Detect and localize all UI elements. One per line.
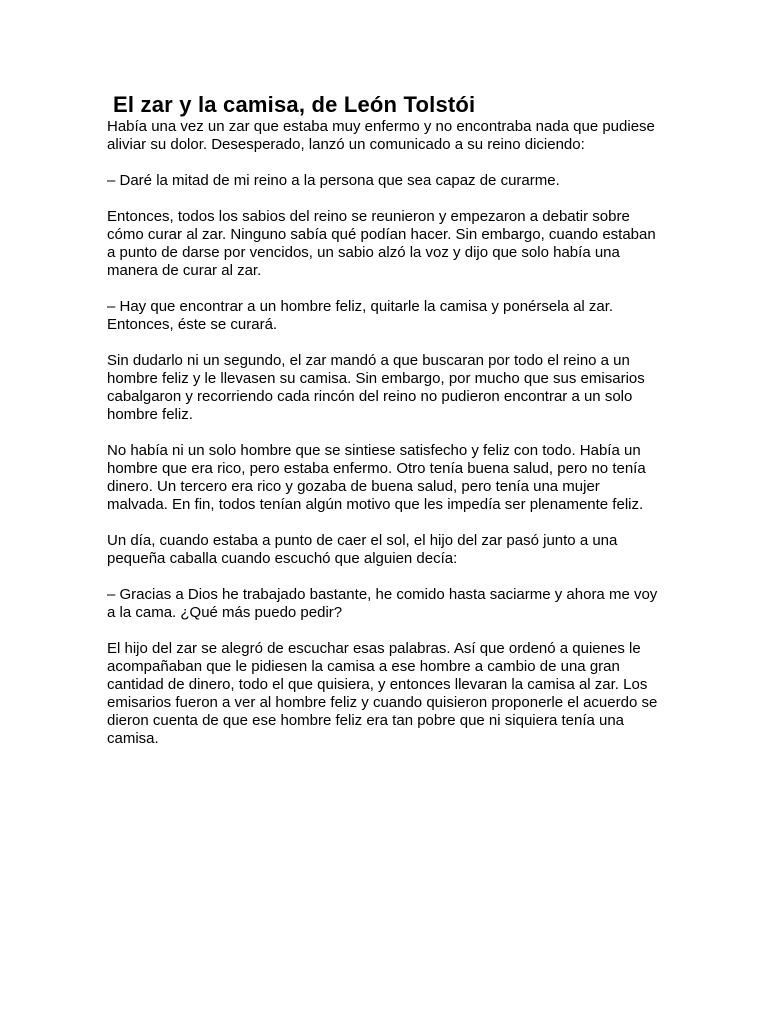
document-title: El zar y la camisa, de León Tolstói — [113, 92, 476, 117]
paragraph-3: Entonces, todos los sabios del reino se reunieron y empezaron a debatir sobre cómo curar al zar. Ninguno sabía qué podían hacer. Sin embargo, cuando estaban a punto de darse por vencidos, un sabio alzó la voz y dijo que solo había una manera de curar al zar. — [107, 208, 656, 279]
paragraph-8: – Gracias a Dios he trabajado bastante, he comido hasta saciarme y ahora me voy a la cama. ¿Qué más puedo pedir? — [107, 586, 658, 621]
paragraph-4: – Hay que encontrar a un hombre feliz, quitarle la camisa y ponérsela al zar. Entonces, éste se curará. — [107, 298, 614, 333]
paragraph-9: El hijo del zar se alegró de escuchar esas palabras. Así que ordenó a quienes le acompañaban que le pidiesen la camisa a ese hombre a cambio de una gran cantidad de dinero, todo el que quisiera, y entonces llevaran la camisa al zar. Los emisarios fueron a ver al hombre feliz y cuando quisieron proponerle el acuerdo se dieron cuenta de que ese hombre feliz era tan pobre que ni siquiera tenía una camisa. — [107, 640, 658, 747]
paragraph-2: – Daré la mitad de mi reino a la persona que sea capaz de curarme. — [107, 172, 560, 189]
document-page — [107, 92, 667, 766]
paragraph-1: Había una vez un zar que estaba muy enfermo y no encontraba nada que pudiese aliviar su dolor. Desesperado, lanzó un comunicado a su reino diciendo: — [107, 118, 655, 153]
paragraph-6: No había ni un solo hombre que se sintiese satisfecho y feliz con todo. Había un hombre que era rico, pero estaba enfermo. Otro tenía buena salud, pero no tenía dinero. Un tercero era rico y gozaba de buena salud, pero tenía una mujer malvada. En fin, todos tenían algún motivo que les impedía ser plenamente feliz. — [107, 442, 646, 513]
paragraph-7: Un día, cuando estaba a punto de caer el sol, el hijo del zar pasó junto a una pequeña caballa cuando escuchó que alguien decía: — [107, 532, 618, 567]
paragraph-5: Sin dudarlo ni un segundo, el zar mandó a que buscaran por todo el reino a un hombre feliz y le llevasen su camisa. Sin embargo, por mucho que sus emisarios cabalgaron y recorriendo cada rincón del reino no pudieron encontrar a un solo hombre feliz. — [107, 352, 645, 423]
